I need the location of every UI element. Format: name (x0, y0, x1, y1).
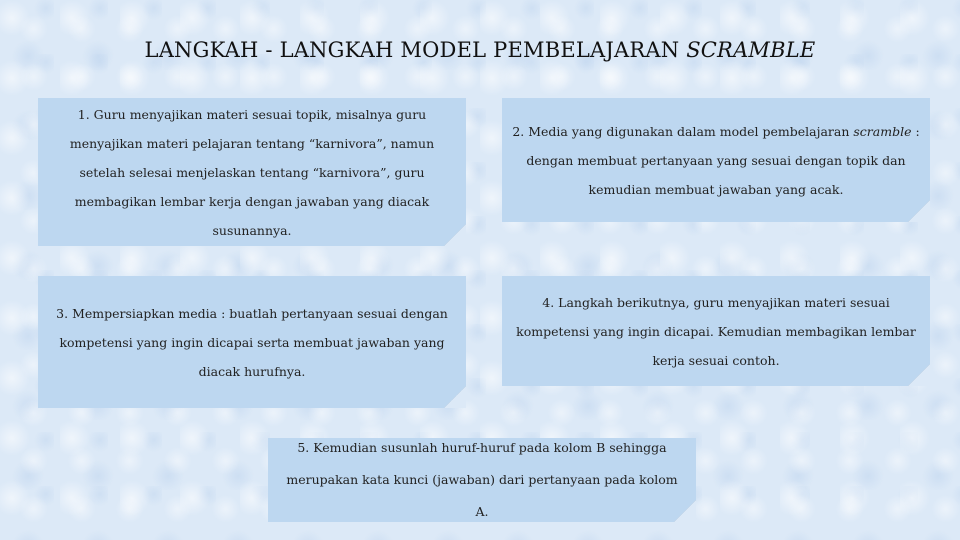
slide-title-italic: SCRAMBLE (686, 38, 816, 62)
step-text-5: 5. Kemudian susunlah huruf-huruf pada kolom B sehingga merupakan kata kunci (jawaban) dari pertanyaan pada kolom A. (286, 440, 678, 519)
step-text-3: 3. Mempersiapkan media : buatlah pertanyaan sesuai dengan kompetensi yang ingin dicapai serta membuat jawaban yang diacak hurufnya. (56, 305, 448, 379)
step-text-2 (512, 117, 920, 204)
slide-title (0, 38, 960, 62)
step-text-4: 4. Langkah berikutnya, guru menyajikan materi sesuai kompetensi yang ingin dicapai. Kemudian membagikan lembar kerja sesuai contoh. (516, 294, 916, 368)
step-text-2-before: 2. Media yang digunakan dalam model pembelajaran (512, 123, 850, 139)
step-text-1: 1. Guru menyajikan materi sesuai topik, misalnya guru menyajikan materi pelajaran tentang “karnivora”, namun setelah selesai menjelaskan tentang “karnivora”, guru membagikan lembar kerja dengan jawaban yang diacak susunannya. (69, 106, 435, 238)
page-curl-icon (908, 364, 930, 386)
step-card-1 (38, 98, 466, 246)
slide-title-main: LANGKAH - LANGKAH MODEL PEMBELAJARAN (144, 38, 680, 62)
page-curl-icon (674, 500, 696, 522)
step-card-5 (268, 438, 696, 522)
step-card-2 (502, 98, 930, 222)
step-text-2-italic: scramble (853, 123, 912, 139)
step-card-3 (38, 276, 466, 408)
page-curl-icon (444, 386, 466, 408)
step-text-2-after: : dengan membuat pertanyaan yang sesuai dengan topik dan kemudian membuat jawaban yang acak. (526, 123, 920, 197)
page-curl-icon (908, 200, 930, 222)
page-curl-icon (444, 224, 466, 246)
step-card-4 (502, 276, 930, 386)
